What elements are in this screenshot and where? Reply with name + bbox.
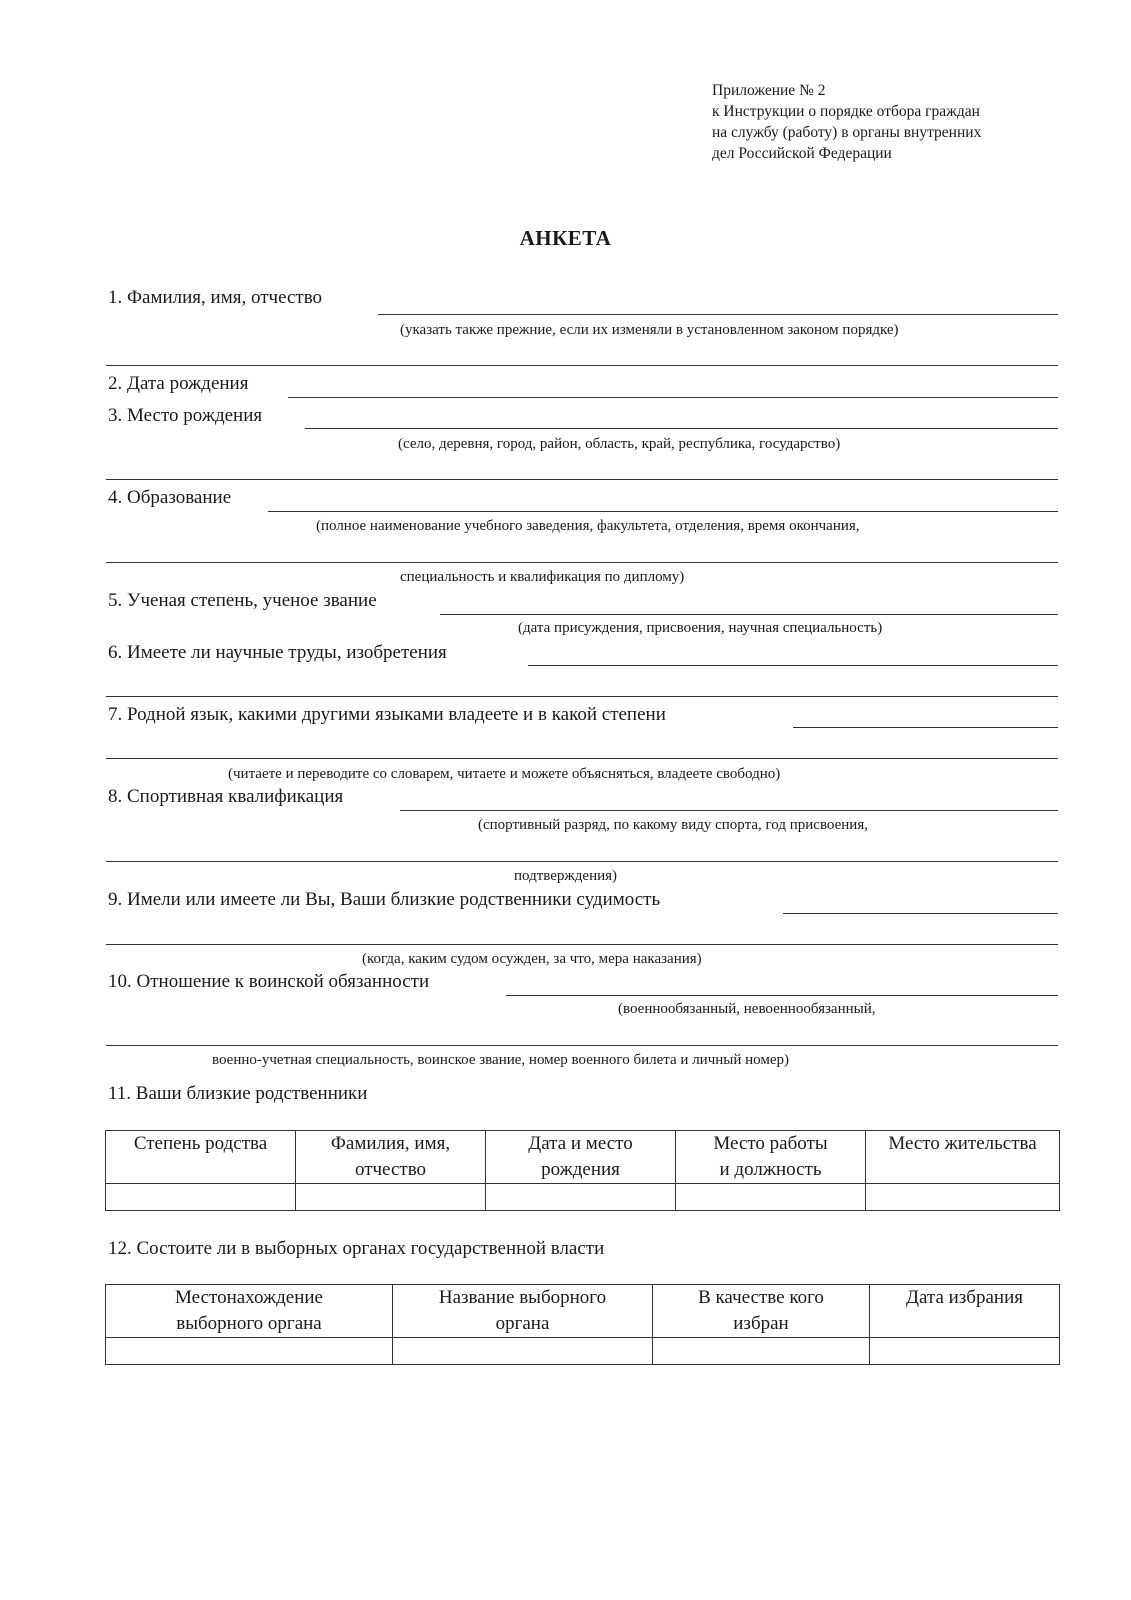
relatives-col-work	[676, 1131, 866, 1184]
elected-table-header	[106, 1285, 1060, 1338]
q6-label: 6. Имеете ли научные труды, изобретения	[108, 642, 447, 663]
q11-label: 11. Ваши близкие родственники	[108, 1083, 368, 1104]
q5-input-line[interactable]	[440, 614, 1058, 615]
relatives-col-kinship-label: Степень родства	[133, 1133, 268, 1154]
relatives-col-fullname-l2: отчество	[354, 1159, 427, 1180]
appendix-number: Приложение № 2	[712, 82, 826, 99]
q4-input-line[interactable]	[268, 511, 1058, 512]
relatives-col-work-l2: и должность	[719, 1159, 822, 1180]
elected-col-name-l1: Название выборного	[438, 1287, 607, 1308]
elected-col-role	[653, 1285, 870, 1338]
q7-input-line[interactable]	[793, 727, 1058, 728]
q4-label: 4. Образование	[108, 487, 232, 508]
table-cell[interactable]	[393, 1338, 653, 1365]
elected-col-location	[106, 1285, 393, 1338]
q5-hint: (дата присуждения, присвоения, научная специальность)	[518, 620, 883, 636]
elected-col-role-l1: В качестве кого	[698, 1287, 824, 1308]
q2-input-line[interactable]	[288, 397, 1058, 398]
relatives-col-birth	[486, 1131, 676, 1184]
table-cell[interactable]	[486, 1184, 676, 1211]
q9-hint: (когда, каким судом осужден, за что, мера наказания)	[362, 951, 702, 967]
q5-label: 5. Ученая степень, ученое звание	[108, 590, 377, 611]
q10-hint-1: (военнообязанный, невоеннообязанный,	[618, 1001, 876, 1017]
q4-input-line-2[interactable]	[106, 562, 1058, 563]
q8-hint-1: (спортивный разряд, по какому виду спорта, год присвоения,	[478, 817, 868, 833]
q7-hint: (читаете и переводите со словарем, читаете и можете объясняться, владеете свободно)	[228, 766, 781, 782]
appendix-line-1: к Инструкции о порядке отбора граждан	[712, 103, 980, 120]
q10-input-line-2[interactable]	[106, 1045, 1058, 1046]
q3-label: 3. Место рождения	[108, 405, 263, 426]
elected-col-name-l2: органа	[495, 1313, 550, 1334]
relatives-col-birth-l1: Дата и место	[528, 1133, 633, 1154]
table-cell[interactable]	[106, 1184, 296, 1211]
elected-col-role-l2: избран	[733, 1313, 789, 1334]
q8-input-line-2[interactable]	[106, 861, 1058, 862]
q9-input-line-2[interactable]	[106, 944, 1058, 945]
q1-input-line-2[interactable]	[106, 365, 1058, 366]
q2-label: 2. Дата рождения	[108, 373, 249, 394]
elected-col-location-l1: Местонахождение	[175, 1287, 323, 1308]
q6-input-line[interactable]	[528, 665, 1058, 666]
q3-hint: (село, деревня, город, район, область, край, республика, государство)	[398, 436, 841, 452]
table-cell[interactable]	[866, 1184, 1060, 1211]
elected-col-name	[393, 1285, 653, 1338]
q10-hint-2: военно-учетная специальность, воинское звание, номер военного билета и личный номер)	[212, 1052, 790, 1068]
table-row	[106, 1184, 1060, 1211]
q9-input-line[interactable]	[783, 913, 1058, 914]
relatives-col-birth-l2: рождения	[541, 1159, 620, 1180]
table-cell[interactable]	[106, 1338, 393, 1365]
table-cell[interactable]	[676, 1184, 866, 1211]
q8-label: 8. Спортивная квалификация	[108, 786, 344, 807]
relatives-col-fullname	[296, 1131, 486, 1184]
q10-label: 10. Отношение к воинской обязанности	[108, 971, 430, 992]
elected-bodies-table	[105, 1284, 1060, 1365]
appendix-header	[712, 80, 1072, 164]
q3-input-line-2[interactable]	[106, 479, 1058, 480]
q7-input-line-2[interactable]	[106, 758, 1058, 759]
relatives-col-kinship	[106, 1131, 296, 1184]
q4-hint-1: (полное наименование учебного заведения, факультета, отделения, время окончания,	[316, 518, 860, 534]
elected-col-date-label: Дата избрания	[906, 1287, 1023, 1308]
q4-hint-2: специальность и квалификация по диплому)	[400, 569, 685, 585]
table-cell[interactable]	[296, 1184, 486, 1211]
table-row	[106, 1338, 1060, 1365]
q7-label: 7. Родной язык, какими другими языками владеете и в какой степени	[108, 704, 666, 725]
q1-input-line[interactable]	[378, 314, 1058, 315]
appendix-line-2: на службу (работу) в органы внутренних	[712, 124, 982, 141]
table-cell[interactable]	[653, 1338, 870, 1365]
q3-input-line[interactable]	[305, 428, 1058, 429]
table-cell[interactable]	[870, 1338, 1060, 1365]
relatives-col-residence-label: Место жительства	[888, 1133, 1037, 1154]
elected-col-location-l2: выборного органа	[176, 1313, 322, 1334]
relatives-col-work-l1: Место работы	[713, 1133, 828, 1154]
q1-hint: (указать также прежние, если их изменяли в установленном законом порядке)	[400, 322, 899, 338]
relatives-table-header	[106, 1131, 1060, 1184]
q8-input-line[interactable]	[400, 810, 1058, 811]
q12-label: 12. Состоите ли в выборных органах государственной власти	[108, 1238, 605, 1259]
q1-label: 1. Фамилия, имя, отчество	[108, 287, 323, 308]
appendix-line-3: дел Российской Федерации	[712, 145, 892, 162]
elected-col-date	[870, 1285, 1060, 1338]
document-title: АНКЕТА	[519, 226, 612, 250]
relatives-col-fullname-l1: Фамилия, имя,	[330, 1133, 451, 1154]
relatives-table	[105, 1130, 1060, 1211]
relatives-col-residence	[866, 1131, 1060, 1184]
q8-hint-2: подтверждения)	[514, 868, 618, 884]
q9-label: 9. Имели или имеете ли Вы, Ваши близкие родственники судимость	[108, 889, 661, 910]
q6-input-line-2[interactable]	[106, 696, 1058, 697]
q10-input-line[interactable]	[506, 995, 1058, 996]
